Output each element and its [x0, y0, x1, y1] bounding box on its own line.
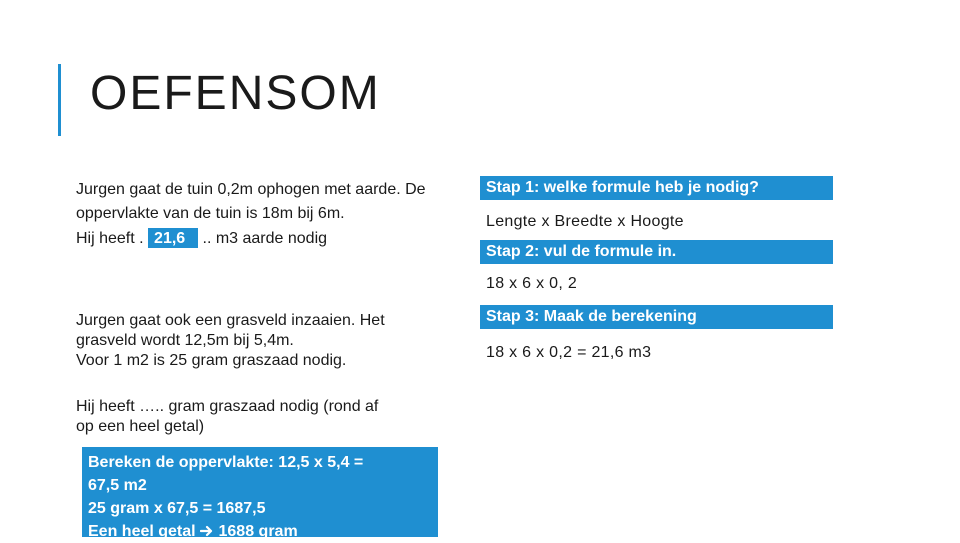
problem2-line3: Voor 1 m2 is 25 gram graszaad nodig. — [76, 352, 347, 369]
arrow-right-icon — [200, 525, 214, 537]
slide-title: OEFENSOM — [90, 67, 381, 120]
question-line2: op een heel getal) — [76, 418, 205, 435]
step3-content: 18 x 6 x 0,2 = 21,6 m3 — [486, 344, 652, 361]
problem1-line1: Jurgen gaat de tuin 0,2m ophogen met aarde. De — [76, 181, 426, 198]
problem2-line2: grasveld wordt 12,5m bij 5,4m. — [76, 332, 294, 349]
step1-heading: Stap 1: welke formule heb je nodig? — [480, 176, 833, 200]
calculation-line2: 67,5 m2 — [88, 477, 147, 494]
problem1-line3-prefix: Hij heeft . — [76, 230, 144, 247]
calculation-line4-prefix: Een heel getal — [88, 523, 196, 540]
step3-heading: Stap 3: Maak de berekening — [480, 305, 833, 329]
title-accent-bar — [58, 64, 61, 136]
step2-heading: Stap 2: vul de formule in. — [480, 240, 833, 264]
problem1-line3 — [76, 228, 327, 249]
step1-content: Lengte x Breedte x Hoogte — [486, 213, 684, 230]
problem2-line1: Jurgen gaat ook een grasveld inzaaien. Het — [76, 312, 385, 329]
calculation-line3: 25 gram x 67,5 = 1687,5 — [88, 500, 266, 517]
answer-box: 21,6 — [148, 228, 198, 248]
calculation-box — [82, 447, 438, 540]
calculation-line4-suffix: 1688 gram — [218, 523, 298, 540]
step2-content: 18 x 6 x 0, 2 — [486, 275, 578, 292]
problem1-line2: oppervlakte van de tuin is 18m bij 6m. — [76, 205, 345, 222]
question-line1: Hij heeft ….. gram graszaad nodig (rond af — [76, 398, 379, 415]
calculation-line1: Bereken de oppervlakte: 12,5 x 5,4 = — [88, 454, 364, 471]
problem1-line3-suffix: .. m3 aarde nodig — [202, 230, 328, 247]
